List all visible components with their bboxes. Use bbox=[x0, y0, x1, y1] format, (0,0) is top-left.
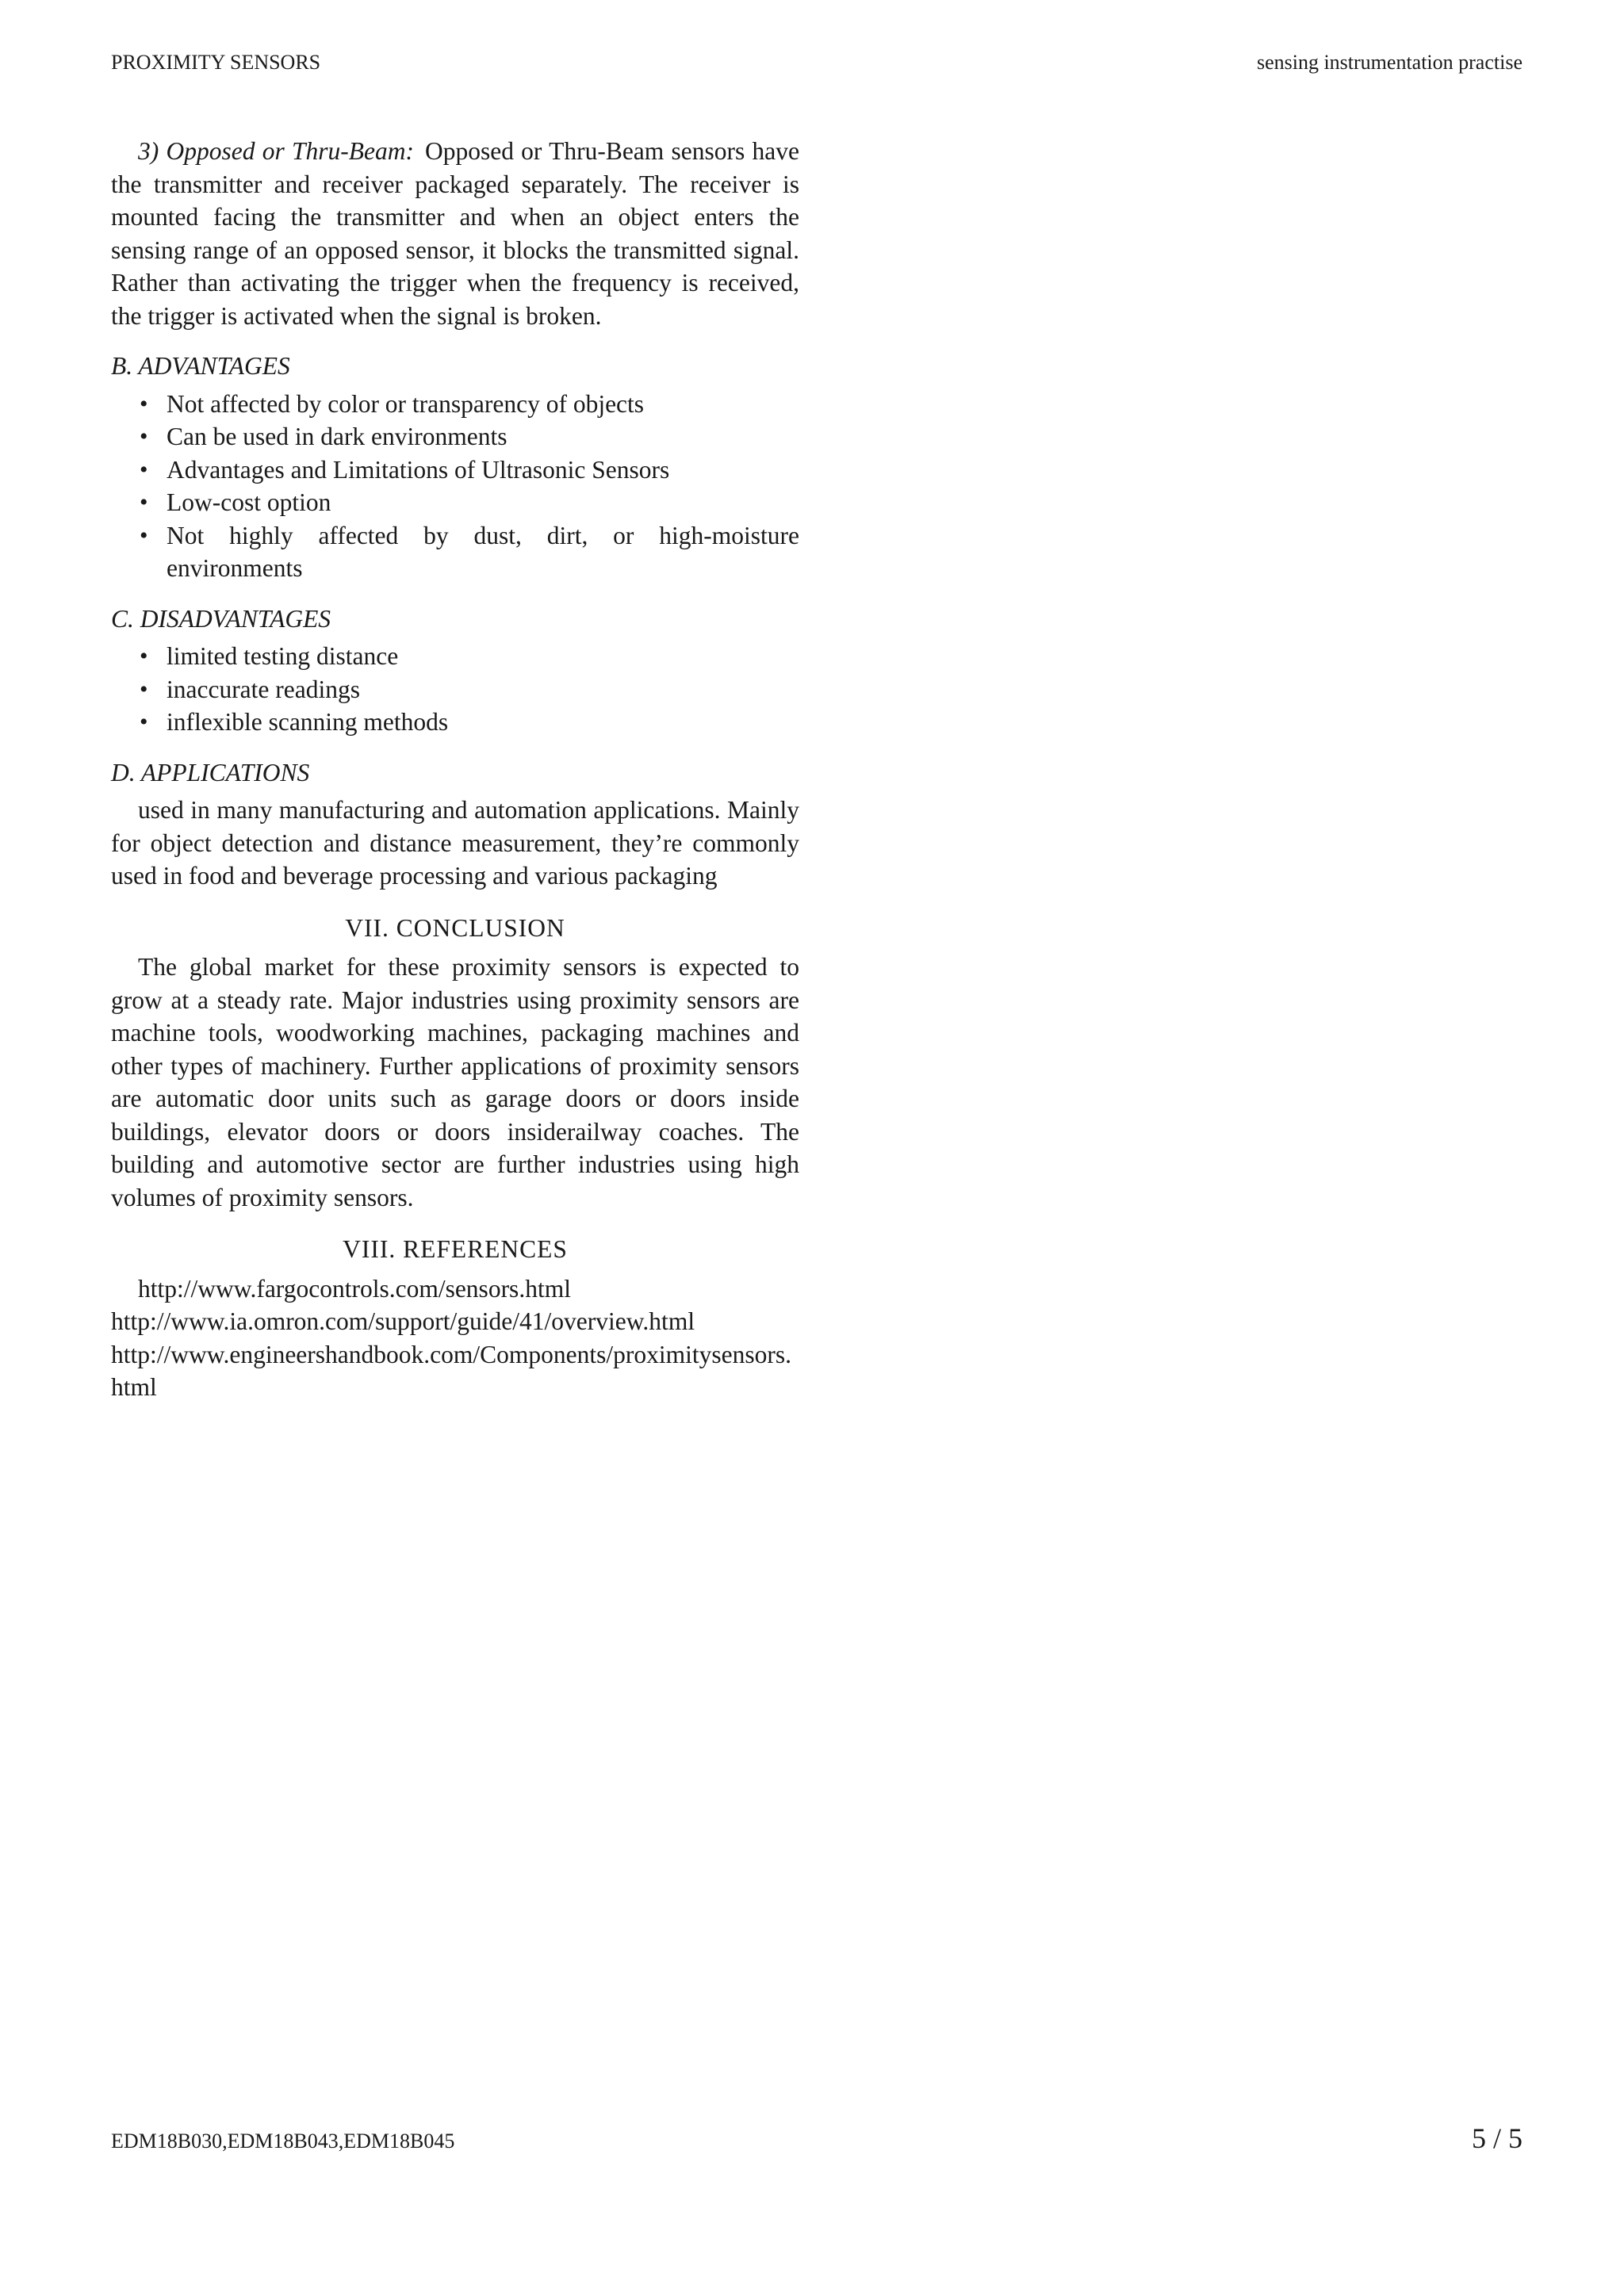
applications-paragraph: used in many manufacturing and automation applications. Mainly for object detection and distance measurement, they’re commonly used in food and beverage processing and various packaging bbox=[111, 796, 799, 890]
bullet-icon: • bbox=[140, 522, 148, 549]
list-item bbox=[111, 420, 799, 453]
applications-title: D. APPLICATIONS bbox=[111, 758, 310, 786]
list-item-text: Not highly affected by dust, dirt, or high-moisture environments bbox=[167, 521, 799, 582]
list-item bbox=[111, 486, 799, 519]
advantages-list bbox=[111, 388, 799, 585]
list-item-text: limited testing distance bbox=[167, 642, 399, 670]
reference-link-continuation[interactable]: html bbox=[111, 1373, 157, 1401]
list-item-text: Can be used in dark environments bbox=[167, 423, 508, 450]
references-title: VIII. REFERENCES bbox=[343, 1235, 568, 1263]
footer-roll-numbers: EDM18B030,EDM18B043,EDM18B045 bbox=[111, 2130, 455, 2152]
bullet-icon: • bbox=[140, 423, 148, 450]
thru-beam-paragraph bbox=[111, 135, 799, 332]
header-subject: sensing instrumentation practise bbox=[1256, 51, 1522, 74]
bullet-icon: • bbox=[140, 643, 148, 669]
list-item-text: Not affected by color or transparency of objects bbox=[167, 389, 645, 418]
list-item-text: inflexible scanning methods bbox=[167, 708, 449, 736]
list-item bbox=[111, 453, 799, 487]
bullet-icon: • bbox=[140, 709, 148, 735]
bullet-icon: • bbox=[140, 489, 148, 515]
header-title: PROXIMITY SENSORS bbox=[111, 51, 321, 74]
bullet-icon: • bbox=[140, 390, 148, 417]
list-item-text: Advantages and Limitations of Ultrasonic Sensors bbox=[167, 455, 670, 484]
list-item bbox=[111, 640, 799, 673]
list-item-text: Low-cost option bbox=[167, 488, 331, 516]
disadvantages-list bbox=[111, 640, 799, 739]
list-item bbox=[111, 706, 799, 739]
thru-beam-heading: 3) Opposed or Thru-Beam: bbox=[138, 137, 414, 165]
reference-link[interactable]: http://www.ia.omron.com/support/guide/41/overview.html bbox=[111, 1307, 695, 1335]
reference-link[interactable]: http://www.fargocontrols.com/sensors.html bbox=[138, 1274, 571, 1303]
advantages-title: B. ADVANTAGES bbox=[111, 352, 290, 380]
main-column bbox=[111, 135, 799, 1404]
list-item-text: inaccurate readings bbox=[167, 675, 360, 703]
bullet-icon: • bbox=[140, 675, 148, 702]
list-item bbox=[111, 519, 799, 585]
page-number: 5 / 5 bbox=[1471, 2122, 1522, 2154]
list-item bbox=[111, 673, 799, 706]
list-item bbox=[111, 388, 799, 421]
reference-link[interactable]: http://www.engineershandbook.com/Components/proximitysensors. bbox=[111, 1340, 791, 1368]
references-list bbox=[111, 1272, 799, 1404]
conclusion-title: VII. CONCLUSION bbox=[345, 913, 565, 942]
running-footer bbox=[111, 2122, 1522, 2160]
thru-beam-text: Opposed or Thru-Beam sensors have the transmitter and receiver packaged separately. The receiver is mounted facing the transmitter and when an object enters the sensing range of an opposed sensor, it blocks the transmitted signal. Rather than activating the trigger when the frequency is received, the trigger is activated when the signal is broken. bbox=[111, 137, 799, 330]
bullet-icon: • bbox=[140, 456, 148, 483]
disadvantages-title: C. DISADVANTAGES bbox=[111, 604, 331, 633]
conclusion-paragraph: The global market for these proximity sensors is expected to grow at a steady rate. Major industries using proximity sensors are machine tools, woodworking machines, packaging machines and other types of machinery. Further applications of proximity sensors are automatic door units such as garage doors or doors inside buildings, elevator doors or doors insiderailway coaches. The building and automotive sector are further industries using high volumes of proximity sensors. bbox=[111, 953, 799, 1211]
